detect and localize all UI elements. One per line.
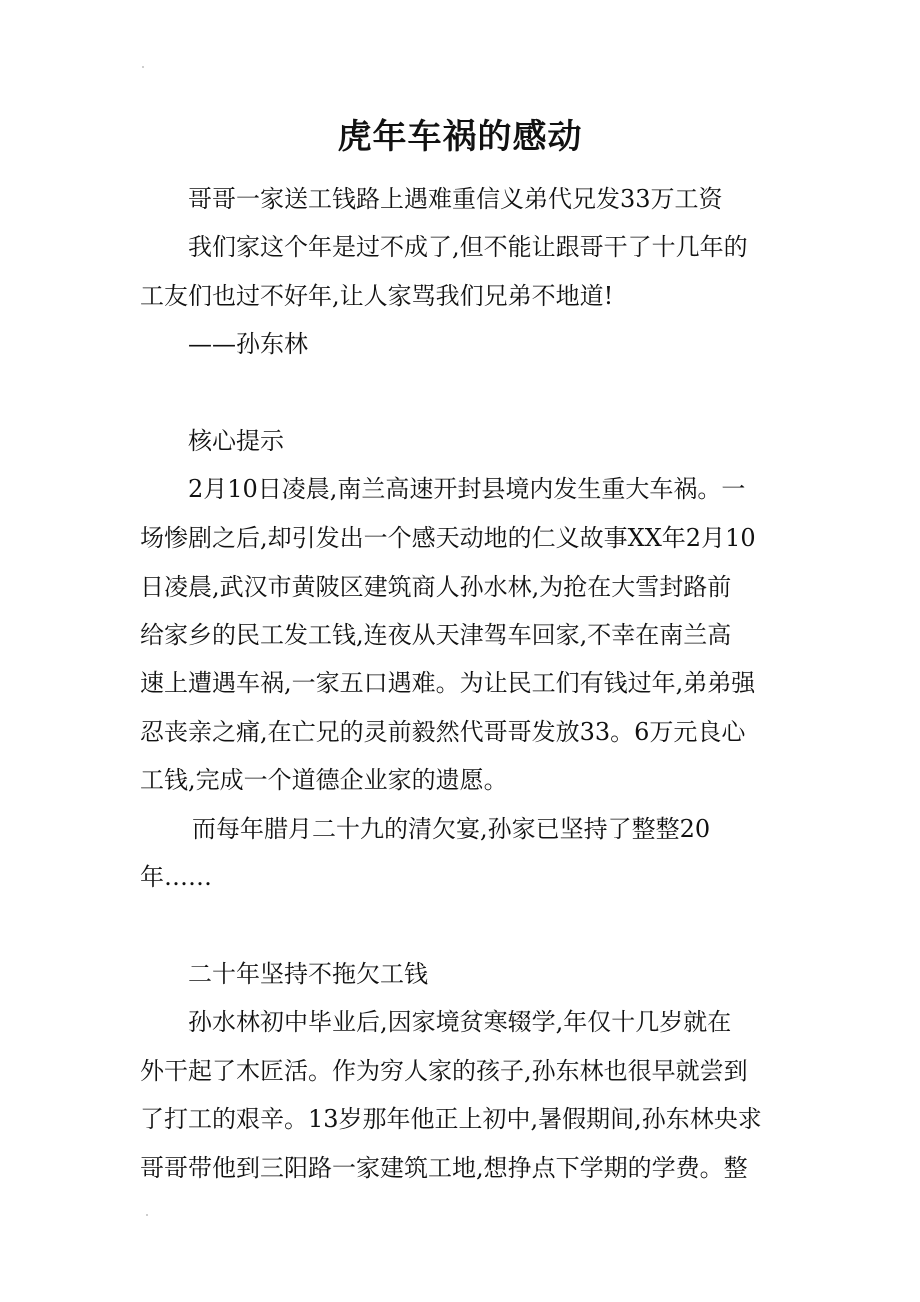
- paragraph-line: 而每年腊月二十九的清欠宴,孙家已坚持了整整20: [192, 815, 711, 843]
- paragraph-line: 孙水林初中毕业后,因家境贫寒辍学,年仅十几岁就在: [188, 1008, 732, 1036]
- paragraph-line: 了打工的艰辛。13岁那年他正上初中,暑假期间,孙东林央求: [140, 1105, 762, 1133]
- section-heading: 核心提示: [188, 427, 284, 455]
- scan-speck: [146, 1214, 148, 1216]
- quote-line: 工友们也过不好年,让人家骂我们兄弟不地道!: [140, 282, 614, 310]
- paragraph-line: 2月10日凌晨,南兰高速开封县境内发生重大车祸。一: [188, 475, 746, 503]
- document-title: 虎年车祸的感动: [337, 117, 583, 157]
- scan-speck: [142, 66, 144, 68]
- quote-line: 我们家这个年是过不成了,但不能让跟哥干了十几年的: [188, 233, 748, 261]
- quote-author: ——孙东林: [188, 330, 308, 358]
- paragraph-line: 外干起了木匠活。作为穷人家的孩子,孙东林也很早就尝到: [140, 1057, 748, 1085]
- paragraph-line: 忍丧亲之痛,在亡兄的灵前毅然代哥哥发放33。6万元良心: [140, 718, 746, 746]
- section-heading: 二十年坚持不拖欠工钱: [188, 960, 428, 988]
- paragraph-line: 哥哥带他到三阳路一家建筑工地,想挣点下学期的学费。整: [140, 1154, 748, 1182]
- paragraph-line: 工钱,完成一个道德企业家的遗愿。: [140, 766, 508, 794]
- paragraph-line: 给家乡的民工发工钱,连夜从天津驾车回家,不幸在南兰高: [140, 621, 732, 649]
- paragraph-line: 日凌晨,武汉市黄陂区建筑商人孙水林,为抢在大雪封路前: [140, 573, 732, 601]
- paragraph-line: 速上遭遇车祸,一家五口遇难。为让民工们有钱过年,弟弟强: [140, 669, 756, 697]
- paragraph-line: 场惨剧之后,却引发出一个感天动地的仁义故事XX年2月10: [140, 524, 756, 552]
- paragraph-line: 年……: [140, 863, 212, 891]
- subtitle: 哥哥一家送工钱路上遇难重信义弟代兄发33万工资: [188, 185, 723, 213]
